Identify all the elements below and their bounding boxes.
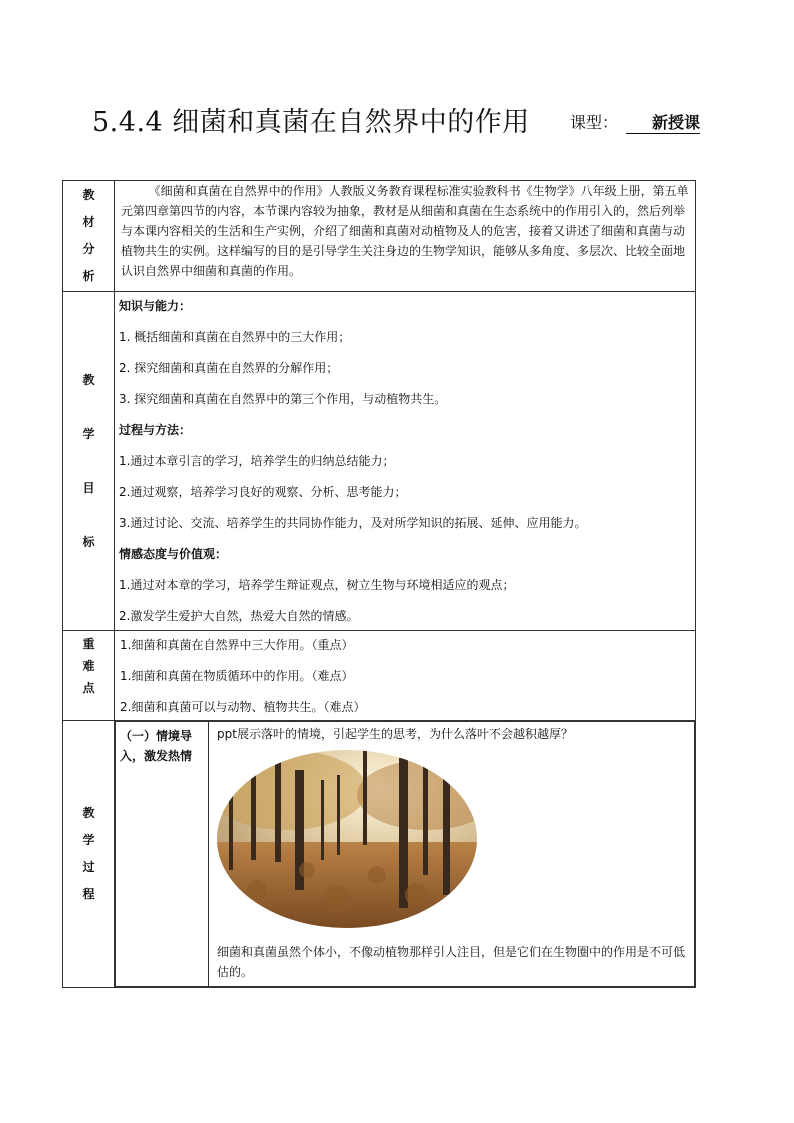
goals-content: [115, 292, 696, 631]
knowledge-item: 2. 探究细菌和真菌在自然界的分解作用；: [119, 361, 339, 375]
process-inner-table: [115, 721, 695, 987]
knowledge-heading: 知识与能力：: [119, 299, 192, 313]
keypoint-item: 2.细菌和真菌可以与动物、植物共生。（难点）: [120, 700, 366, 714]
process-label: 教 学 过 程: [63, 721, 115, 988]
emotion-item: 2.激发学生爱护大自然，热爱大自然的情感。: [119, 609, 359, 623]
emotion-item: 1.通过对本章的学习，培养学生辩证观点，树立生物与环境相适应的观点；: [119, 578, 515, 592]
lesson-plan-table: [62, 180, 696, 988]
keypoints-content: [115, 631, 696, 721]
process-item: 1.通过本章引言的学习，培养学生的归纳总结能力；: [119, 454, 395, 468]
knowledge-item: 1. 概括细菌和真菌在自然界中的三大作用；: [119, 330, 351, 344]
process-heading: 过程与方法：: [119, 423, 192, 437]
keypoints-row: [63, 631, 696, 721]
page-title: 5.4.4 细菌和真菌在自然界中的作用: [92, 107, 530, 138]
process-content: [209, 722, 695, 987]
process-closing: 细菌和真菌虽然个体小，不像动植物那样引人注目，但是它们在生物圈中的作用是不可低估的。: [217, 945, 686, 979]
analysis-row: [63, 181, 696, 292]
analysis-text: 《细菌和真菌在自然界中的作用》人教版义务教育课程标准实验教科书《生物学》八年级上册，第五单元第四章第四节的内容，本节课内容较为抽象，教材是从细菌和真菌在生态系统中的作用引入的，然后列举与本课内容相关的生活和生产实例，介绍了细菌和真菌对动植物及人的危害，接着又讲述了细菌和真菌与动植物共生的实例。这样编写的目的是引导学生关注身边的生物学知识，能够从多角度、多层次、比较全面地认识自然界中细菌和真菌的作用。: [115, 181, 696, 292]
page-header: [92, 100, 712, 140]
lesson-type-value: 新授课: [626, 110, 700, 134]
process-stage: （一）情境导入，激发热情: [116, 722, 209, 987]
emotion-heading: 情感态度与价值观：: [119, 547, 228, 561]
lesson-type-label: 课型：: [570, 113, 619, 132]
keypoint-item: 1.细菌和真菌在自然界中三大作用。（重点）: [120, 638, 354, 652]
process-item: 3.通过讨论、交流、培养学生的共同协作能力，及对所学知识的拓展、延伸、应用能力。: [119, 516, 587, 530]
goals-label: 教 学 目 标: [63, 292, 115, 631]
goals-row: [63, 292, 696, 631]
lesson-type: [570, 110, 700, 134]
autumn-forest-image: [217, 750, 477, 928]
keypoints-label: 重 难 点: [63, 631, 115, 721]
process-intro: ppt展示落叶的情境，引起学生的思考，为什么落叶不会越积越厚？: [217, 727, 573, 741]
knowledge-item: 3. 探究细菌和真菌在自然界中的第三个作用，与动植物共生。: [119, 392, 447, 406]
process-cell: [115, 721, 696, 988]
keypoint-item: 1.细菌和真菌在物质循环中的作用。（难点）: [120, 669, 354, 683]
analysis-label: 教 材 分 析: [63, 181, 115, 292]
process-item: 2.通过观察，培养学习良好的观察、分析、思考能力；: [119, 485, 407, 499]
process-row: [63, 721, 696, 988]
